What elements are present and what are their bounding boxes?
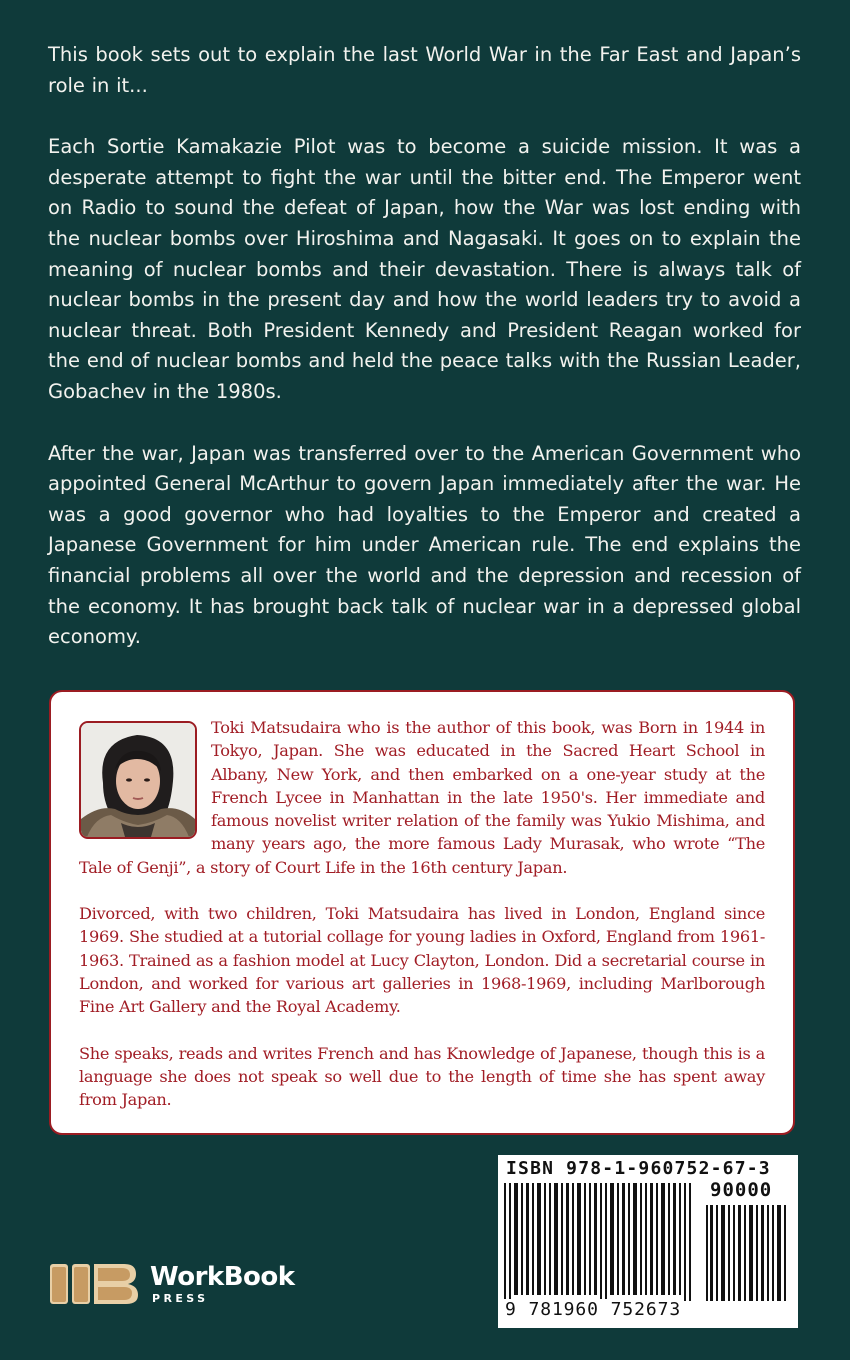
author-bio-box — [49, 690, 795, 1135]
bio-paragraph-3: She speaks, reads and writes French and has Knowledge of Japanese, though this is a language she does not speak so well due to the length of time she has spent away from Japan. — [79, 1043, 765, 1110]
publisher-logo — [48, 1262, 318, 1308]
blurb-paragraph-2: Each Sortie Kamakazie Pilot was to become a suicide mission. It was a desperate attempt to fight the war until the bitter end. The Emperor went on Radio to sound the defeat of Japan, how the War was lost ending with the nuclear bombs over Hiroshima and Nagasaki. It goes on to explain the meaning of nuclear bombs and their devastation. There is always talk of nuclear bombs in the present day and how the world leaders try to avoid a nuclear threat. Both President Kennedy and President Reagan worked for the end of nuclear bombs and held the peace talks with the Russian Leader, Gobachev in the 1980s. — [48, 135, 801, 403]
isbn-barcode — [498, 1155, 798, 1328]
isbn-label: ISBN 978-1-960752-67-3 — [506, 1158, 771, 1179]
blurb-paragraph-1: This book sets out to explain the last World War in the Far East and Japan’s role in it... — [48, 43, 801, 97]
blurb-paragraph-3: After the war, Japan was transferred over to the American Government who appointed General McArthur to govern Japan immediately after the war. He was a good governor who had loyalties to the Emperor and created a Japanese Government for him under American rule. The end explains the financial problems all over the world and the depression and recession of the economy. It has brought back talk of nuclear war in a depressed global economy. — [48, 441, 801, 649]
back-cover-blurb — [48, 40, 801, 684]
author-photo — [79, 721, 197, 839]
workbook-logo-icon — [48, 1262, 140, 1308]
price-code: 90000 — [710, 1179, 773, 1201]
bio-paragraph-1: Toki Matsudaira who is the author of this book, was Born in 1944 in Tokyo, Japan. She was educated in the Sacred Heart School in Albany, New York, and then embarked on a one-year study at the French Lycee in Manhattan in the late 1950's. Her immediate and famous novelist writer relation of the family was Yukio Mishima, and many years ago, the more famous Lady Murasak, who wrote “The Tale of Genji”, a story of Court Life in the 16th century Japan. — [79, 718, 765, 877]
publisher-subtitle: PRESS — [152, 1292, 209, 1305]
bio-paragraph-2: Divorced, with two children, Toki Matsudaira has lived in London, England since 1969. She studied at a tutorial collage for young ladies in Oxford, England from 1961-1963. Trained as a fashion model at Lucy Clayton, London. Did a secretarial course in London, and worked for various art galleries in 1968-1969, including Marlborough Fine Art Gallery and the Royal Academy. — [79, 904, 765, 1017]
publisher-name: WorkBook — [150, 1262, 295, 1292]
barcode-digits: 9 781960 752673 — [505, 1299, 682, 1320]
